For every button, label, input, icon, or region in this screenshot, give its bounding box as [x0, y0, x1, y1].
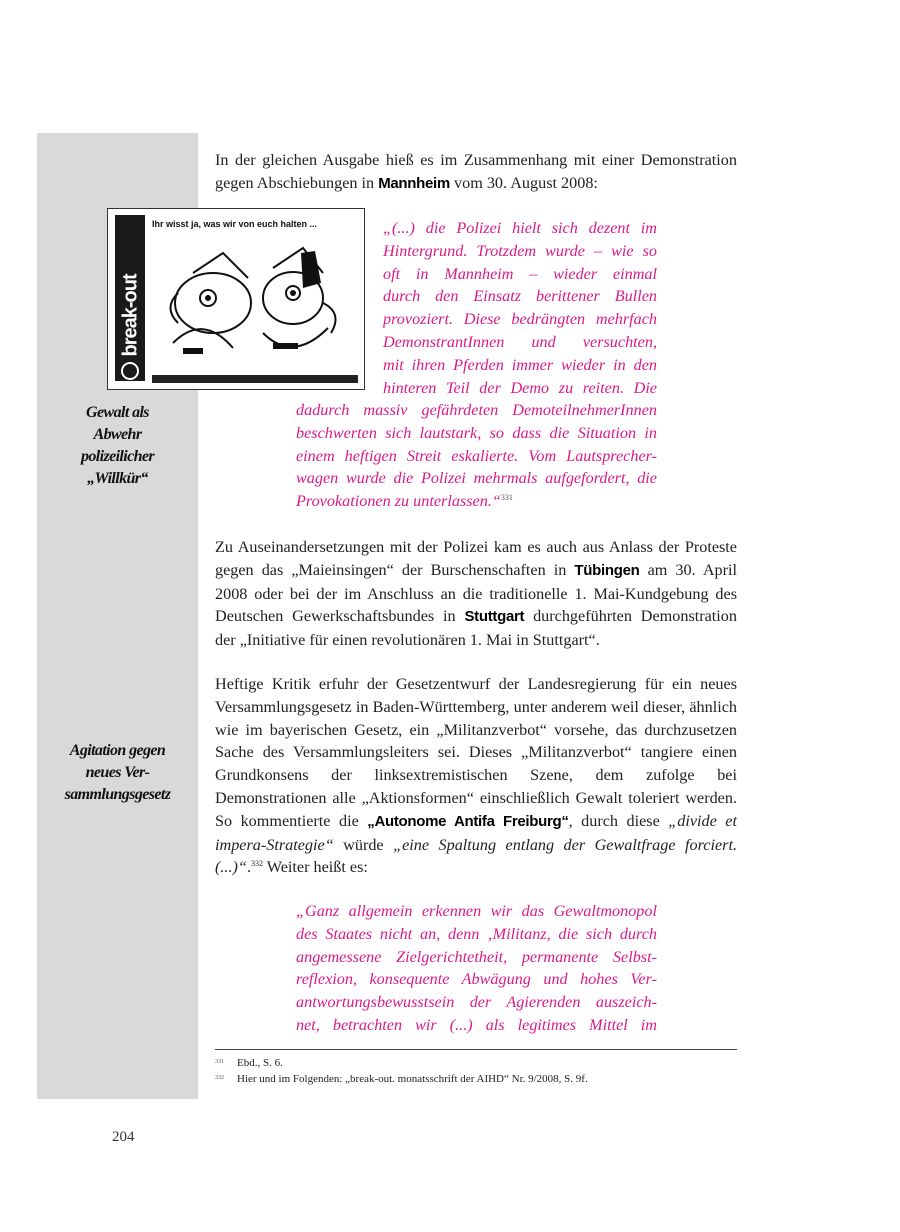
quote-line: oft in Mannheim – wieder einmal — [383, 264, 657, 283]
quote-gewaltmonopol — [296, 900, 657, 1037]
quote-text: Provokationen zu unterlassen.“ — [296, 492, 501, 511]
quote-line: des Staates nicht an, denn ‚Militanz, die sich durch — [296, 924, 657, 943]
text-run: Zu Auseinandersetzungen mit der Polizei kam es auch aus Anlass der Proteste gegen das „Maieinsingen“ der Burschenschaften in — [215, 538, 737, 579]
quote-line: antwortungsbewusstsein der Agierenden auszeich- — [296, 993, 657, 1012]
quote-line: wagen wurde die Polizei mehrmals aufgefordert, die — [296, 469, 657, 488]
quote-line: „Ganz allgemein erkennen wir das Gewaltmonopol — [296, 902, 657, 920]
paragraph-criticism — [215, 673, 737, 879]
text-run: würde — [333, 835, 394, 854]
poster-footer-strip — [152, 375, 358, 383]
quote-line: Hintergrund. Trotzdem wurde – wie so — [383, 241, 657, 260]
text-run: am 30. April 2008 oder bei der im Anschluss an die traditionelle 1. Mai-Kundgebung des Deutschen Gewerkschaftsbundes in — [215, 560, 737, 626]
quote-mannheim-part2 — [296, 399, 657, 513]
quote-line: durch den Einsatz berittener Bullen — [383, 287, 657, 306]
side-note-line: polizeilicher — [80, 448, 155, 465]
footnote-ref-332[interactable]: 332 — [250, 859, 263, 869]
poster-headline: Ihr wisst ja, was wir von euch halten ... — [152, 219, 318, 229]
side-note-violence — [50, 402, 185, 490]
footnote-331 — [215, 1055, 283, 1070]
keyword-tuebingen: Tübingen — [574, 561, 640, 579]
text-run: Heftige Kritik erfuhr der Gesetzentwurf der Landesregierung für ein neues Versammlungsgesetz in Baden-Württemberg, unter anderem weil dieser, ähnlich wie im bayerischen Gesetz, ein „Militanzverbot“ vorsehe, das durchzusetzen Sache des Versammlungsleiters sei. Dieses „Militanzverbot“ tangiere einen Grundkonsens der linksextremistischen Szene, dem zufolge bei Demonstrationen alle „Aktionsformen“ einschließlich Gewalt toleriert werden. So kommentierte die — [215, 675, 737, 830]
keyword-stuttgart: Stuttgart — [464, 608, 525, 626]
quote-line: „(...) die Polizei hielt sich dezent im — [383, 219, 657, 237]
quote-line: provoziert. Diese bedrängten mehrfach — [383, 310, 657, 329]
text-run: . — [246, 858, 251, 877]
keyword-mannheim: Mannheim — [378, 174, 450, 192]
footnote-number: 332 — [215, 1075, 224, 1081]
quote-line: net, betrachten wir (...) als legitimes Mittel im — [296, 1015, 657, 1034]
italic-quote: „eine Spaltung entlang der Gewaltfrage forciert. (...)“ — [215, 835, 737, 877]
poster-cartoon-drawing — [153, 233, 358, 373]
poster-brand: break-out — [119, 274, 142, 357]
quote-line: beschwerten sich lautstark, so dass die Situation in — [296, 423, 657, 442]
text-run: , durch diese — [568, 811, 669, 830]
footnote-number: 331 — [215, 1059, 224, 1065]
keyword-antifa-freiburg: „Autonome Antifa Freiburg“ — [367, 812, 569, 830]
side-note-agitation — [50, 740, 185, 806]
side-note-line: neues Ver- — [85, 764, 150, 781]
quote-line: hinteren Teil der Demo zu reiten. Die — [383, 378, 657, 397]
text-run: durchgeführten Demonstration der „Initiative für einen revolutionären 1. Mai in Stuttgart“. — [215, 607, 737, 650]
quote-mannheim-part1 — [383, 217, 657, 399]
footnote-ref-331[interactable]: 331 — [500, 493, 513, 503]
side-note-line: Gewalt als — [86, 404, 149, 421]
side-note-line: sammlungsgesetz — [64, 786, 171, 803]
breakout-poster-image — [107, 208, 365, 390]
footnote-text: Hier und im Folgenden: „break-out. monatsschrift der AIHD“ Nr. 9/2008, S. 9f. — [237, 1073, 588, 1085]
paragraph-intro — [215, 149, 737, 196]
quote-line: dadurch massiv gefährdeten DemoteilnehmerInnen — [296, 401, 657, 419]
text-run: Weiter heißt es: — [262, 858, 368, 877]
italic-quote: „divide et impera-Strategie“ — [215, 811, 737, 854]
side-note-line: Abwehr — [93, 426, 142, 443]
antifa-logo-icon — [121, 362, 139, 380]
side-note-line: Agitation gegen — [69, 742, 166, 759]
footnote-332 — [215, 1071, 588, 1086]
paragraph-clashes — [215, 536, 737, 652]
quote-line: DemonstrantInnen und versuchten, — [383, 332, 657, 351]
quote-line: einem heftigen Streit eskalierte. Vom Lautsprecher- — [296, 446, 657, 465]
text-run: vom 30. August 2008: — [449, 173, 598, 192]
quote-line: angemessene Zielgerichtetheit, permanente Selbst- — [296, 947, 657, 966]
side-note-line: „Willkür“ — [87, 470, 148, 487]
text-run: In der gleichen Ausgabe hieß es im Zusammenhang mit einer Demonstration gegen Abschiebungen in — [215, 151, 737, 192]
quote-line: reflexion, konsequente Abwägung und hohes Ver- — [296, 970, 657, 989]
quote-line: mit ihren Pferden immer wieder in den — [383, 355, 657, 374]
poster-side-banner — [115, 215, 145, 381]
page-number: 204 — [112, 1129, 135, 1145]
footnote-text: Ebd., S. 6. — [237, 1057, 283, 1069]
footnote-divider — [215, 1049, 737, 1050]
quote-line — [296, 490, 657, 513]
